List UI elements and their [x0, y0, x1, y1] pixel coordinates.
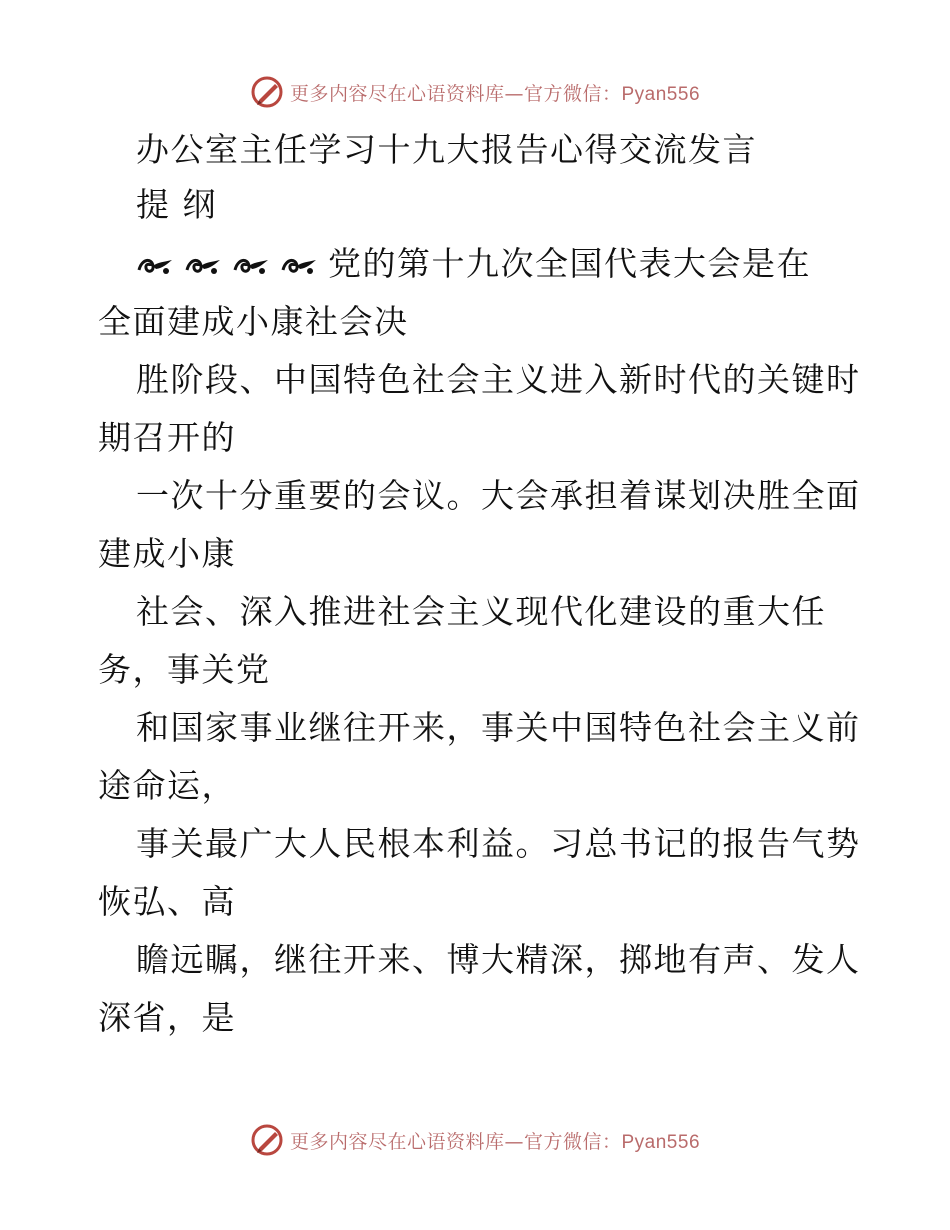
paragraph-line: 和国家事业继往开来，事关中国特色社会主义前 — [136, 708, 861, 747]
paragraph-line: 瞻远瞩，继往开来、博大精深，掷地有声、发人 — [136, 940, 861, 979]
paragraph-line: 全面建成小康社会决 — [98, 302, 409, 341]
outline-heading: 提 纲 — [136, 185, 217, 224]
pen-logo-icon — [250, 75, 284, 109]
paragraph-line: 社会、深入推进社会主义现代化建设的重大任 — [136, 592, 826, 631]
fleuron-icon — [280, 250, 320, 278]
paragraph-line: 务，事关党 — [98, 650, 271, 689]
paragraph-line: 途命运， — [98, 766, 236, 805]
paragraph-line — [136, 244, 811, 284]
paragraph-line: 胜阶段、中国特色社会主义进入新时代的关键时 — [136, 360, 861, 399]
paragraph-line: 事关最广大人民根本利益。习总书记的报告气势 — [136, 824, 861, 863]
pen-logo-icon — [250, 1123, 284, 1157]
paragraph-line: 期召开的 — [98, 418, 236, 457]
watermark-text: 更多内容尽在心语资料库—官方微信：Pyan556 — [289, 1130, 701, 1153]
fleuron-icon — [184, 250, 224, 278]
paragraph-text: 党的第十九次全国代表大会是在 — [328, 244, 811, 283]
document-title: 办公室主任学习十九大报告心得交流发言 — [136, 130, 757, 169]
watermark-text: 更多内容尽在心语资料库—官方微信：Pyan556 — [289, 82, 701, 105]
footer-watermark — [0, 1120, 950, 1160]
paragraph-line: 一次十分重要的会议。大会承担着谋划决胜全面 — [136, 476, 861, 515]
paragraph-line: 恢弘、高 — [98, 882, 236, 921]
paragraph-line: 建成小康 — [98, 534, 236, 573]
fleuron-icon — [136, 250, 176, 278]
fleuron-icon — [232, 250, 272, 278]
paragraph-line: 深省，是 — [98, 998, 236, 1037]
header-watermark — [0, 72, 950, 112]
